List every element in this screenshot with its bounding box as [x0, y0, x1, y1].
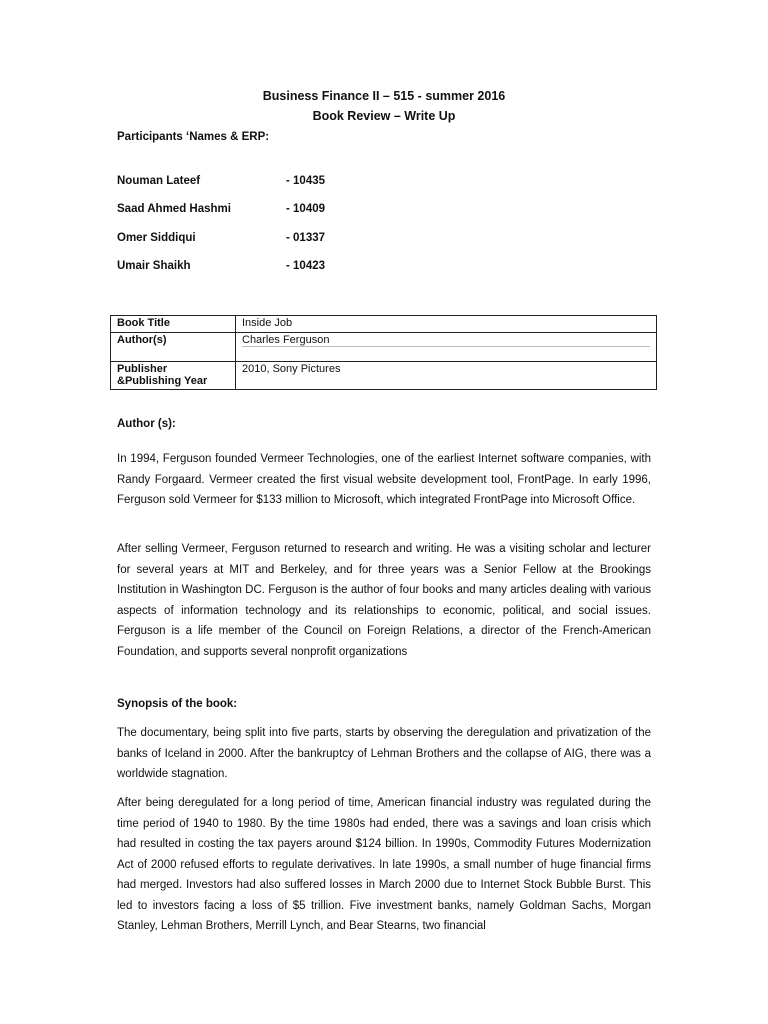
synopsis-paragraph: The documentary, being split into five parts, starts by observing the deregulation and privatization of the banks of Iceland in 2000. After the bankruptcy of Lehman Brothers and the collapse of AIG, there was a worldwide stagnation.	[117, 727, 651, 780]
publisher-value: 2010, Sony Pictures	[236, 362, 657, 390]
table-row	[111, 316, 657, 333]
participant-erp: - 10423	[286, 260, 326, 272]
table-row	[111, 333, 657, 362]
author-value-cell	[236, 333, 657, 362]
participants-label: Participants ‘Names & ERP:	[117, 131, 270, 143]
participant-row	[117, 260, 517, 276]
author-value: Charles Ferguson	[242, 334, 650, 347]
participant-row	[117, 175, 517, 191]
document-subtitle: Book Review – Write Up	[312, 109, 456, 123]
participant-erp: - 10435	[286, 175, 326, 187]
author-section-heading: Author (s):	[117, 418, 176, 430]
author-label: Author(s)	[111, 333, 236, 362]
participant-row	[117, 203, 517, 219]
participant-row	[117, 232, 517, 248]
book-title-label: Book Title	[111, 316, 236, 333]
participant-name: Umair Shaikh	[117, 260, 191, 272]
author-paragraph: After selling Vermeer, Ferguson returned to research and writing. He was a visiting scholar and lecturer for several years at MIT and Berkeley, and for three years was a Senior Fellow at the Brookings Institution in Washington DC. Ferguson is the author of four books and many articles dealing with various aspects of information technology and its relationships to economic, political, and social issues. Ferguson is a life member of the Council on Foreign Relations, a director of the French-American Foundation, and supports several nonprofit organizations	[117, 543, 651, 658]
document-title: Business Finance II – 515 - summer 2016	[262, 89, 506, 103]
book-title-value: Inside Job	[236, 316, 657, 333]
synopsis-section-heading: Synopsis of the book:	[117, 698, 238, 710]
author-paragraph: In 1994, Ferguson founded Vermeer Technologies, one of the earliest Internet software companies, with Randy Forgaard. Vermeer created the first visual website development tool, FrontPage. In early 1996, Ferguson sold Vermeer for $133 million to Microsoft, which integrated FrontPage into Microsoft Office.	[117, 453, 651, 506]
participant-erp: - 10409	[286, 203, 326, 215]
participant-erp: - 01337	[286, 232, 326, 244]
table-row	[111, 362, 657, 390]
synopsis-paragraph: After being deregulated for a long period of time, American financial industry was regulated during the time period of 1940 to 1980. By the time 1980s had ended, there was a savings and loan crisis which had resulted in costing the tax payers around $124 billion. In 1990s, Commodity Futures Modernization Act of 2000 refused efforts to regulate derivatives. In late 1990s, a small number of huge financial firms had merged. Investors had also suffered losses in March 2000 due to Internet Stock Bubble Burst. This led to investors facing a loss of $5 trillion. Five investment banks, namely Goldman Sachs, Morgan Stanley, Lehman Brothers, Merrill Lynch, and Bear Stearns, two financial	[117, 797, 651, 932]
book-info-table	[110, 315, 657, 390]
participant-name: Saad Ahmed Hashmi	[117, 203, 231, 215]
participant-name: Nouman Lateef	[117, 175, 201, 187]
participant-name: Omer Siddiqui	[117, 232, 196, 244]
publisher-label: Publisher &Publishing Year	[111, 362, 236, 390]
